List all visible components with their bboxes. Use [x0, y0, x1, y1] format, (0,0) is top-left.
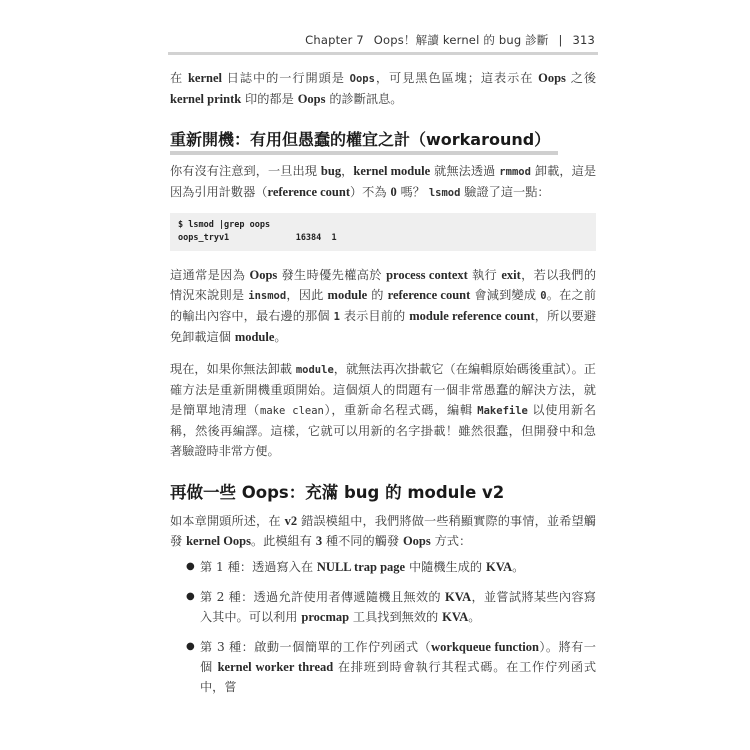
oops-methods-list [170, 557, 596, 697]
section-heading-reboot: 重新開機：有用但愚蠢的權宜之計（workaround） [170, 127, 558, 155]
bullet-icon: ● [186, 641, 195, 652]
code-line-2: oops_tryv1 16384 1 [178, 233, 337, 243]
chapter-title: Oops！解讀 kernel 的 bug 診斷 [373, 33, 549, 47]
section1-paragraph-1: 你有沒有注意到，一旦出現 bug，kernel module 就無法透過 rmmod 卸載，這是因為引用計數器（reference count）不為 0 嗎？ lsmod 驗證了這一點： [170, 164, 597, 199]
list-item: ● 第 1 種：透過寫入在 NULL trap page 中隨機生成的 KVA。 [170, 557, 596, 577]
page-body [170, 68, 596, 707]
bullet-icon: ● [186, 561, 195, 572]
chapter-label: Chapter 7 [305, 33, 364, 47]
bullet-icon: ● [186, 591, 195, 602]
page-number: 313 [572, 33, 595, 47]
section2-paragraph-1: 如本章開頭所述，在 v2 錯誤模組中，我們將做一些稍顯實際的事情，並希望觸發 kernel Oops。此模組有 3 種不同的觸發 Oops 方式： [170, 514, 596, 548]
section1-paragraph-2: 這通常是因為 Oops 發生時優先權高於 process context 執行 exit，若以我們的情況來說則是 insmod，因此 module 的 reference count 會減到變成 0。在之前的輸出內容中，最右邊的那個 1 表示目前的 module reference count，所以要避免卸載這個 module。 [170, 268, 597, 344]
header-rule [168, 52, 598, 55]
code-block-lsmod [170, 213, 596, 251]
section1-paragraph-3: 現在，如果你無法卸載 module，就無法再次掛載它（在編輯原始碼後重試）。正確方法是重新開機重頭開始。這個煩人的問題有一個非常愚蠢的解決方法，就是簡單地清理（make clean），重新命名程式碼，編輯 Makefile 以使用新名稱，然後再編譯。這樣，它就可以用新的名字掛載！雖然很蠢，但開發中和急著驗證時非常方便。 [170, 362, 597, 458]
code-line-1: $ lsmod |grep oops [178, 220, 271, 230]
list-item: ● 第 3 種：啟動一個簡單的工作佇列函式（workqueue function）。將有一個 kernel worker thread 在排班到時會執行其程式碼。在工作佇列函式中，嘗 [170, 637, 596, 697]
list-item: ● 第 2 種：透過允許使用者傳遞隨機且無效的 KVA，並嘗試將某些內容寫入其中。可以利用 procmap 工具找到無效的 KVA。 [170, 587, 596, 627]
header-separator: | [558, 33, 563, 47]
section-heading-module-v2: 再做一些 Oops：充滿 bug 的 module v2 [170, 483, 505, 502]
intro-paragraph: 在 kernel 日誌中的一行開頭是 Oops，可見黑色區塊；這表示在 Oops 之後 kernel printk 印的都是 Oops 的診斷訊息。 [170, 71, 597, 106]
running-header [168, 32, 595, 48]
